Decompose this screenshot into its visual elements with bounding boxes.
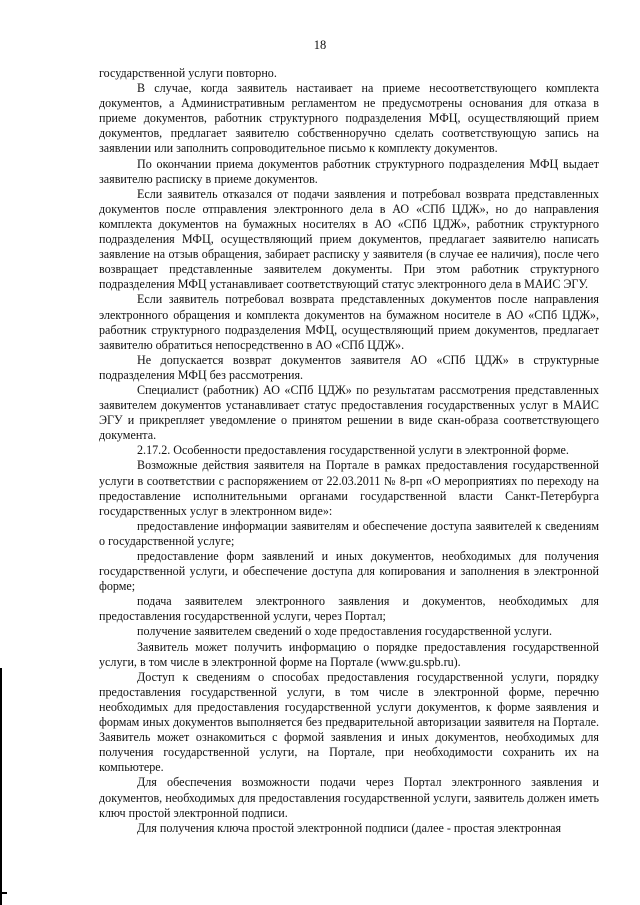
paragraph: В случае, когда заявитель настаивает на приеме несоответствующего комплекта документов, а Административным регламентом не предусмотрены основания для отказа в приеме документов, работник структурного подразделения МФЦ, осуществляющий прием документов, предлагает заявителю собственноручно сделать соответствующую запись на заявлении или заполнить сопроводительное письмо к комплекту документов. <box>99 81 599 156</box>
paragraph: Для получения ключа простой электронной подписи (далее - простая электронная <box>137 820 562 835</box>
paragraph: Для обеспечения возможности подачи через Портал электронного заявления и документов, необходимых для предоставления государственной услуги, заявитель должен иметь ключ простой электронной подписи. <box>99 775 599 820</box>
paragraph: Не допускается возврат документов заявителя АО «СПб ЦДЖ» в структурные подразделения МФЦ без рассмотрения. <box>99 352 599 382</box>
paragraph: 2.17.2. Особенности предоставления государственной услуги в электронной форме. <box>137 443 569 458</box>
page-number: 18 <box>313 38 327 52</box>
document-body <box>99 66 599 836</box>
paragraph: подача заявителем электронного заявления и документов, необходимых для предоставления государственной услуги, через Портал; <box>99 594 599 624</box>
paragraph: предоставление форм заявлений и иных документов, необходимых для получения государственной услуги, и обеспечение доступа для копирования и заполнения в электронной форме; <box>99 549 599 594</box>
paragraph: По окончании приема документов работник структурного подразделения МФЦ выдает заявителю расписку в приеме документов. <box>99 156 599 186</box>
margin-line <box>0 668 2 905</box>
paragraph: предоставление информации заявителям и обеспечение доступа заявителей к сведениям о государственной услуге; <box>99 518 599 548</box>
paragraph: Заявитель может получить информацию о порядке предоставления государственной услуги, в том числе в электронной форме на Портале (www.gu.spb.ru). <box>99 639 599 669</box>
paragraph: Доступ к сведениям о способах предоставления государственной услуги, порядку предоставления государственной услуги, в том числе в электронной форме, перечню необходимых для предоставления государственной услуги документов, к форме заявления и формам иных документов выполняется без предварительной авторизации заявителя на Портале. Заявитель может ознакомиться с формой заявления и иных документов, необходимых для получения государственной услуги, на Портале, при необходимости сохранить их на компьютере. <box>99 669 599 775</box>
paragraph: Если заявитель отказался от подачи заявления и потребовал возврата представленных документов после отправления электронного дела в АО «СПб ЦДЖ», но до направления комплекта документов на бумажных носителях в АО «СПб ЦДЖ», работник структурного подразделения МФЦ, осуществляющий прием документов, предлагает заявителю написать заявление на отзыв обращения, забирает расписку у заявителя (в случае ее наличия), после чего возвращает представленные заявителем документы. При этом работник структурного подразделения МФЦ устанавливает соответствующий статус электронного дела в МАИС ЭГУ. <box>99 186 599 292</box>
paragraph: Если заявитель потребовал возврата представленных документов после направления электронного обращения и комплекта документов на бумажном носителе в АО «СПб ЦДЖ», работник структурного подразделения МФЦ, осуществляющий прием документов, предлагает заявителю обратиться непосредственно в АО «СПб ЦДЖ». <box>99 292 599 352</box>
margin-line-corner <box>0 892 7 894</box>
paragraph: получение заявителем сведений о ходе предоставления государственной услуги. <box>137 624 552 639</box>
paragraph: Возможные действия заявителя на Портале в рамках предоставления государственной услуги в соответствии с распоряжением от 22.03.2011 № 8-рп «О мероприятиях по переходу на предоставление исполнительными органами государственной власти Санкт-Петербурга государственных услуг в электронном виде»: <box>99 458 599 518</box>
paragraph: государственной услуги повторно. <box>99 66 277 80</box>
paragraph: Специалист (работник) АО «СПб ЦДЖ» по результатам рассмотрения представленных заявителем документов устанавливает статус предоставления государственных услуг в МАИС ЭГУ и прикрепляет уведомление о принятом решении в виде скан-образа соответствующего документа. <box>99 382 599 443</box>
